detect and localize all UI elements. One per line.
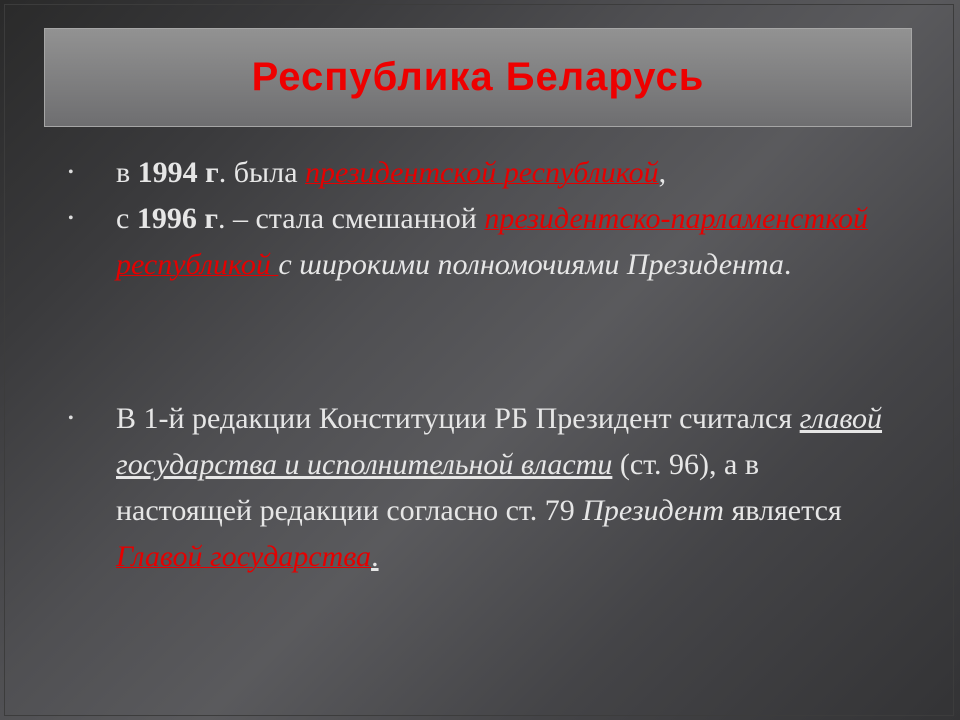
text: , (658, 156, 667, 189)
title-box (44, 28, 912, 127)
bullet-marker: • (68, 210, 74, 227)
text: в (116, 156, 138, 189)
slide-title: Республика Беларусь (251, 55, 705, 99)
bullet-marker: • (68, 410, 74, 427)
text: . (783, 248, 792, 281)
year: 1996 г (136, 202, 218, 235)
term-phrase: главой государства и исполнительной власти (116, 402, 883, 481)
text: с широкими полномочиями Президента (278, 248, 784, 281)
term-link: президентской республикой (305, 156, 659, 189)
text: . (371, 540, 379, 573)
list-item (116, 150, 896, 196)
text: В 1-й редакции Конституции РБ Президент считался (116, 402, 800, 435)
text: . – стала смешанной (217, 202, 485, 235)
text: . была (218, 156, 306, 189)
term-link: Главой государства (116, 540, 372, 573)
bullet-marker: • (68, 164, 74, 181)
text: с (116, 202, 137, 235)
list-item (116, 196, 896, 288)
term-link: президентско-парламенсткой республикой (116, 202, 869, 281)
text: является (723, 494, 842, 527)
text: (ст. 96), а в настоящей редакции согласно ст. 79 (116, 448, 759, 527)
list-item (116, 396, 896, 580)
year: 1994 г (137, 156, 219, 189)
text: Президент (582, 494, 724, 527)
